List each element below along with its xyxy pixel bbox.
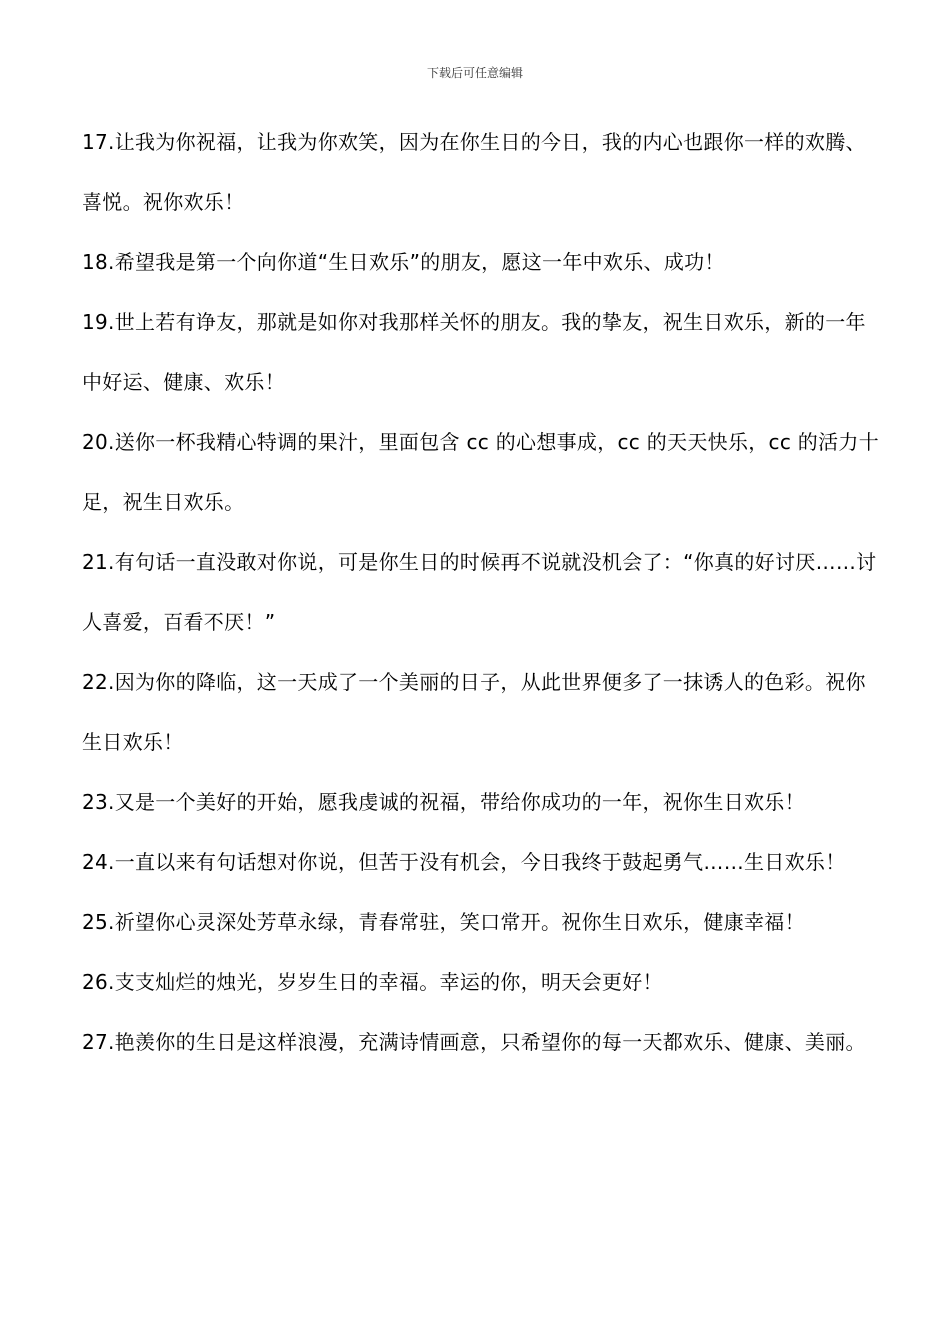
entry-21: 21.有句话一直没敢对你说，可是你生日的时候再不说就没机会了：“你真的好讨厌……讨人喜爱，百看不厌！” [82,550,877,634]
page-header: 下载后可任意编辑 [426,66,523,80]
entry-22: 22.因为你的降临，这一天成了一个美丽的日子，从此世界便多了一抹诱人的色彩。祝你生日欢乐！ [82,670,866,754]
document-body [82,112,882,1072]
entry-18: 18.希望我是第一个向你道“生日欢乐”的朋友，愿这一年中欢乐、成功！ [82,250,725,274]
entry-25: 25.祈望你心灵深处芳草永绿，青春常驻，笑口常开。祝你生日欢乐，健康幸福！ [82,910,805,934]
entry-20: 20.送你一杯我精心特调的果汁，里面包含 cc 的心想事成，cc 的天天快乐，cc 的活力十足，祝生日欢乐。 [82,430,880,514]
entry-26: 26.支支灿烂的烛光，岁岁生日的幸福。幸运的你，明天会更好！ [82,970,663,994]
entry-27: 27.艳羡你的生日是这样浪漫，充满诗情画意，只希望你的每一天都欢乐、健康、美丽。 [82,1030,866,1054]
entry-17: 17.让我为你祝福，让我为你欢笑，因为在你生日的今日，我的内心也跟你一样的欢腾、喜悦。祝你欢乐！ [82,130,866,214]
entry-24: 24.一直以来有句话想对你说，但苦于没有机会，今日我终于鼓起勇气……生日欢乐！ [82,850,846,874]
entry-23: 23.又是一个美好的开始，愿我虔诚的祝福，带给你成功的一年，祝你生日欢乐！ [82,790,805,814]
entry-19: 19.世上若有诤友，那就是如你对我那样关怀的朋友。我的挚友，祝生日欢乐，新的一年中好运、健康、欢乐！ [82,310,866,394]
